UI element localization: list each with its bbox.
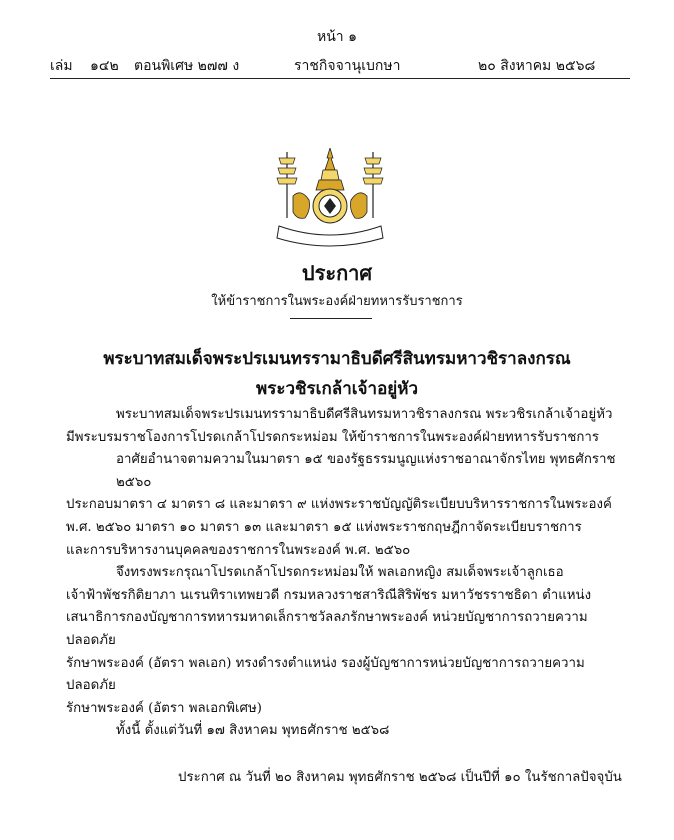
announcement-title: ประกาศ [301, 261, 373, 285]
body-line: เสนาธิการกองบัญชาการทหารมหาดเล็กราชวัลลภรักษาพระองค์ หน่วยบัญชาการถวายความปลอดภัย [66, 610, 588, 648]
signature-date-line: ประกาศ ณ วันที่ ๒๐ สิงหาคม พุทธศักราช ๒๕๖๘ เป็นปีที่ ๑๐ ในรัชกาลปัจจุบัน [178, 770, 622, 785]
body-line: ประกอบมาตรา ๔ มาตรา ๘ และมาตรา ๙ แห่งพระราชบัญญัติระเบียบบริหารราชการในพระองค์ [66, 497, 612, 513]
body-line: จึงทรงพระกรุณาโปรดเกล้าโปรดกระหม่อมให้ พลเอกหญิง สมเด็จพระเจ้าลูกเธอ [116, 565, 564, 581]
title-divider [290, 318, 372, 319]
gazette-name: ราชกิจจานุเบกษา [294, 58, 401, 74]
royal-emblem-icon [265, 148, 395, 250]
body-line: พระบาทสมเด็จพระปรเมนทรรามาธิบดีศรีสินทรมหาวชิราลงกรณ พระวชิรเกล้าเจ้าอยู่หัว [116, 407, 613, 422]
body-line: เจ้าฟ้าพัชรกิติยาภา นเรนทิราเทพยวดี กรมหลวงราชสาริณีสิริพัชร มหาวัชรราชธิดา ตำแหน่ง [66, 587, 592, 603]
body-line: มีพระบรมราชโองการโปรดเกล้าโปรดกระหม่อม ให้ข้าราชการในพระองค์ฝ่ายทหารรับราชการ [66, 429, 600, 445]
volume-label: เล่ม [50, 58, 73, 74]
body-line: อาศัยอำนาจตามความในมาตรา ๑๕ ของรัฐธรรมนูญแห่งราชอาณาจักรไทย พุทธศักราช ๒๕๖๐ [116, 452, 616, 490]
gazette-date: ๒๐ สิงหาคม ๒๕๖๘ [478, 58, 596, 74]
effective-date-line: ทั้งนี้ ตั้งแต่วันที่ ๑๗ สิงหาคม พุทธศักราช ๒๕๖๘ [116, 723, 390, 739]
header-divider [50, 78, 630, 79]
page-number: หน้า ๑ [317, 29, 357, 45]
body-line: พ.ศ. ๒๕๖๐ มาตรา ๑๐ มาตรา ๑๓ และมาตรา ๑๕ แห่งพระราชกฤษฎีกาจัดระเบียบราชการ [66, 519, 582, 535]
body-line: และการบริหารงานบุคคลของราชการในพระองค์ พ.ศ. ๒๕๖๐ [66, 542, 411, 558]
body-line: รักษาพระองค์ (อัตรา พลเอก) ทรงดำรงตำแหน่ง รองผู้บัญชาการหน่วยบัญชาการถวายความปลอดภัย [66, 655, 585, 694]
announcement-subtitle: ให้ข้าราชการในพระองค์ฝ่ายทหารรับราชการ [211, 294, 463, 309]
announcement-body [66, 404, 626, 743]
body-line: รักษาพระองค์ (อัตรา พลเอกพิเศษ) [66, 700, 262, 716]
volume-number: ๑๔๒ [90, 58, 119, 74]
royal-name-line1: พระบาทสมเด็จพระปรเมนทรรามาธิบดีศรีสินทรมหาวชิราลงกรณ [103, 349, 571, 369]
section-label: ตอนพิเศษ ๒๗๗ ง [134, 58, 240, 74]
royal-name-line2: พระวชิรเกล้าเจ้าอยู่หัว [256, 379, 418, 399]
